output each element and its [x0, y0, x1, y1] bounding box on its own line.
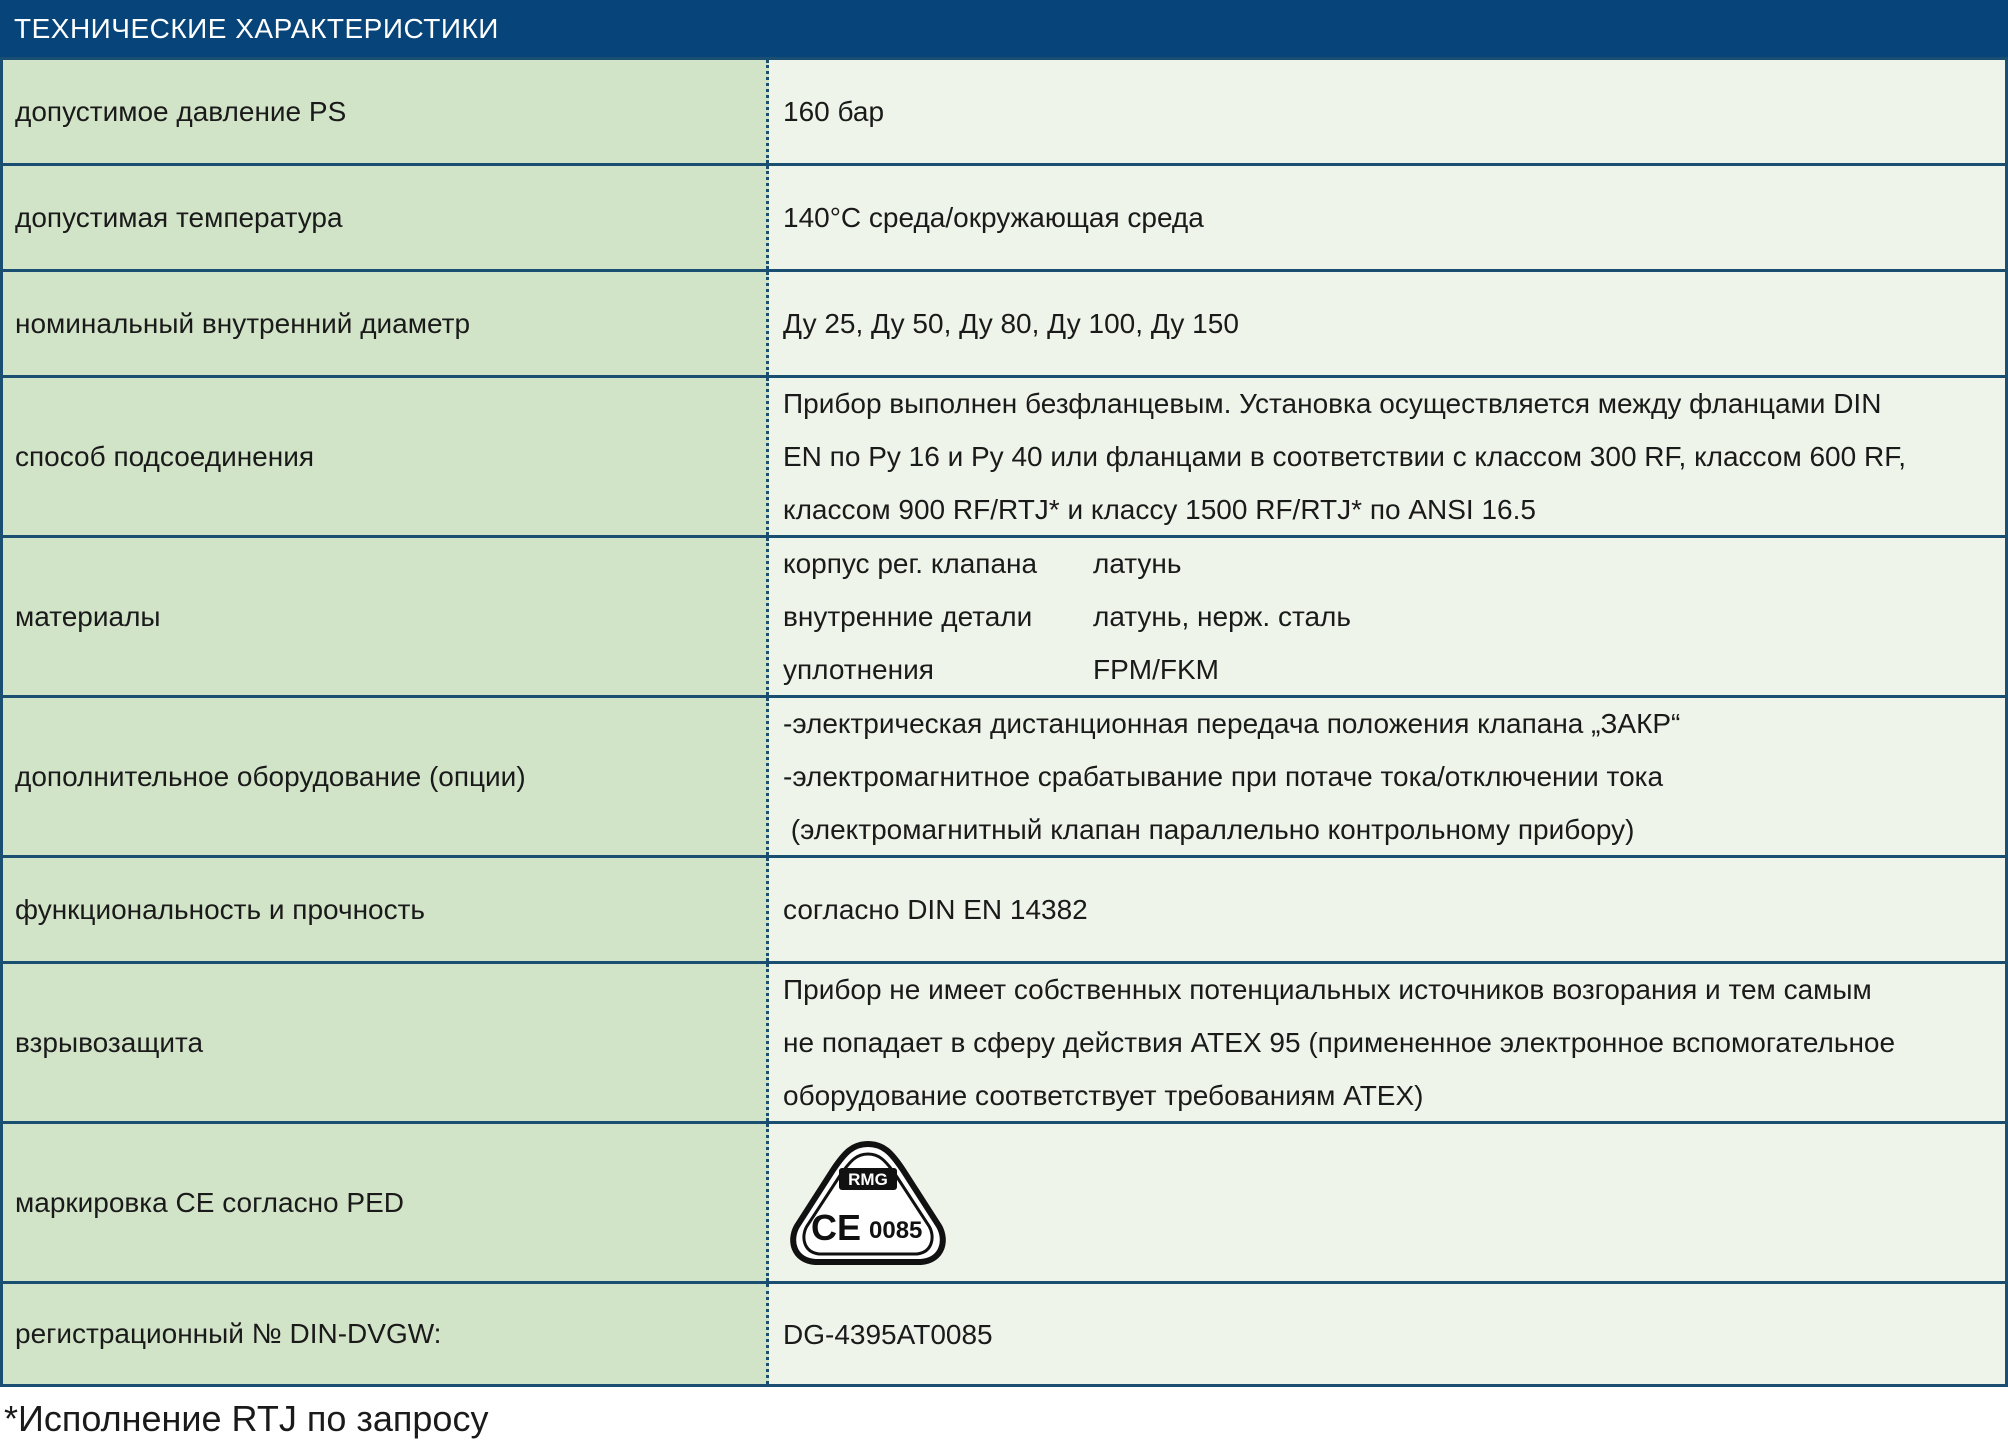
material-name: FPM/FKM	[1093, 654, 1219, 685]
diameter-value: Ду 25, Ду 50, Ду 80, Ду 100, Ду 150	[783, 308, 1239, 339]
row-value	[769, 1284, 2005, 1384]
material-name: латунь, нерж. сталь	[1093, 601, 1351, 632]
table-row-registration	[3, 1281, 2005, 1387]
option-line: -электромагнитное срабатывание при потаче тока/отключении тока	[783, 761, 1664, 792]
logo-ce-text: CE	[811, 1206, 862, 1248]
row-label: дополнительное оборудование (опции)	[3, 698, 769, 855]
logo-number-text: 0085	[869, 1216, 923, 1244]
registration-value: DG-4395AT0085	[783, 1318, 993, 1350]
material-part: корпус рег. клапана	[783, 548, 1038, 579]
table-row-explosion	[3, 961, 2005, 1121]
row-label: регистрационный № DIN-DVGW:	[3, 1284, 769, 1384]
material-name: латунь	[1093, 548, 1182, 579]
strength-value: согласно DIN EN 14382	[783, 894, 1088, 925]
option-line: (электромагнитный клапан параллельно контрольному прибору)	[783, 814, 1635, 845]
row-value	[769, 272, 2005, 375]
connection-line: Прибор выполнен безфланцевым. Установка осуществляется между фланцами DIN	[783, 388, 1882, 419]
table-row-diameter	[3, 269, 2005, 375]
row-value	[769, 538, 2005, 695]
material-part: уплотнения	[783, 654, 934, 685]
row-value	[769, 166, 2005, 269]
row-label: способ подсоединения	[3, 378, 769, 535]
material-item	[783, 590, 2005, 643]
row-value	[769, 60, 2005, 163]
row-label: функциональность и прочность	[3, 858, 769, 961]
row-label: материалы	[3, 538, 769, 695]
row-value	[769, 858, 2005, 961]
connection-line: EN по Ру 16 и Ру 40 или фланцами в соответствии с классом 300 RF, классом 600 RF,	[783, 441, 1906, 472]
material-item	[783, 537, 2005, 590]
connection-line: классом 900 RF/RTJ* и классу 1500 RF/RTJ* по ANSI 16.5	[783, 494, 1536, 525]
row-value	[769, 378, 2005, 535]
table-row-temperature	[3, 163, 2005, 269]
pressure-value: 160 бар	[783, 96, 885, 127]
table-body	[0, 57, 2008, 1387]
temperature-value: 140°С среда/окружающая среда	[783, 202, 1204, 233]
logo-top-text: RMG	[848, 1169, 888, 1189]
ce-rmg-logo-icon	[783, 1138, 953, 1268]
table-row-materials	[3, 535, 2005, 695]
explosion-line: Прибор не имеет собственных потенциальных источников возгорания и тем самым	[783, 974, 1872, 1005]
table-title: ТЕХНИЧЕСКИЕ ХАРАКТЕРИСТИКИ	[0, 0, 2008, 57]
material-item	[783, 643, 2005, 696]
material-part: внутренние детали	[783, 601, 1033, 632]
explosion-line: не попадает в сферу действия ATEX 95 (примененное электронное вспомогательное	[783, 1027, 1896, 1058]
table-row-pressure	[3, 57, 2005, 163]
row-value	[769, 698, 2005, 855]
row-label: номинальный внутренний диаметр	[3, 272, 769, 375]
row-label: взрывозащита	[3, 964, 769, 1121]
table-row-ce	[3, 1121, 2005, 1281]
row-label: маркировка СЕ согласно PED	[3, 1124, 769, 1281]
explosion-line: оборудование соответствует требованиям ATEX)	[783, 1080, 1424, 1111]
row-value	[769, 964, 2005, 1121]
footnote: *Исполнение RTJ по запросу	[4, 1398, 489, 1439]
row-label: допустимое давление PS	[3, 60, 769, 163]
table-row-options	[3, 695, 2005, 855]
table-row-strength	[3, 855, 2005, 961]
row-value	[769, 1124, 2005, 1281]
table-row-connection	[3, 375, 2005, 535]
option-line: -электрическая дистанционная передача положения клапана „ЗАКР“	[783, 708, 1681, 739]
row-label: допустимая температура	[3, 166, 769, 269]
